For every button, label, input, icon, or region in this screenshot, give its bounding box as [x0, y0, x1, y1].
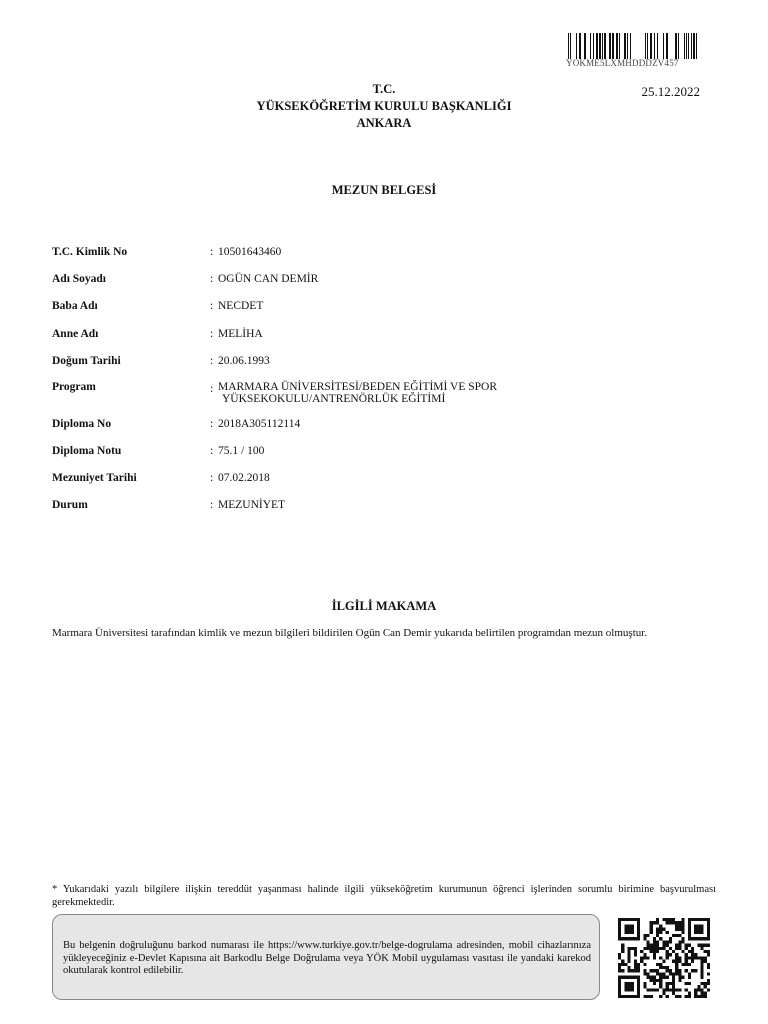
field-label: Baba Adı — [52, 300, 98, 312]
field-label: T.C. Kimlik No — [52, 246, 128, 258]
field-value-line2: YÜKSEKOKULU/ANTRENÖRLÜK EĞİTİMİ — [222, 393, 446, 405]
barcode-icon — [566, 33, 702, 59]
field-colon: : — [210, 300, 214, 312]
field-value: 10501643460 — [218, 246, 282, 258]
barcode — [566, 33, 702, 68]
field-label: Diploma No — [52, 418, 112, 430]
field-value: MEZUNİYET — [218, 499, 286, 511]
field-colon: : — [210, 499, 214, 511]
qr-code-icon — [618, 918, 710, 998]
document-date: 25.12.2022 — [641, 84, 700, 99]
field-value: MELİHA — [218, 328, 263, 340]
field-colon: : — [210, 273, 214, 285]
field-label: Mezuniyet Tarihi — [52, 472, 137, 484]
section-title: İLGİLİ MAKAMA — [331, 599, 437, 613]
field-value: NECDET — [218, 300, 264, 312]
field-value: 07.02.2018 — [218, 472, 270, 484]
body-text: Marmara Üniversitesi tarafından kimlik ve mezun bilgileri bildirilen Ogün Can Demir yukarıda belirtilen programdan mezun olmuştur. — [52, 627, 648, 639]
field-colon: : — [210, 383, 214, 395]
header-city: ANKARA — [356, 116, 412, 130]
field-colon: : — [210, 472, 214, 484]
footnote: * Yukarıdaki yazılı bilgilere ilişkin tereddüt yaşanması halinde ilgili yükseköğretim kurumunun öğrenci işlerinden sorumlu birimine başvurulması gerekmektedir. — [52, 884, 716, 908]
header-country: T.C. — [372, 82, 396, 96]
field-label: Anne Adı — [52, 328, 99, 340]
field-colon: : — [210, 355, 214, 367]
field-label: Adı Soyadı — [52, 273, 107, 285]
field-value: 2018A305112114 — [218, 418, 301, 430]
field-value — [218, 381, 698, 405]
field-label: Durum — [52, 499, 88, 511]
field-value: 75.1 / 100 — [218, 445, 265, 457]
verification-text: Bu belgenin doğruluğunu barkod numarası ile https://www.turkiye.gov.tr/belge-dogrulama adresinden, mobil cihazlarınıza yükleyeceğiniz e-Devlet Kapısına ait Barkodlu Belge Doğrulama veya YÖK Mobil uygulaması vasıtası ile yandaki karekod okutularak kontrol edilebilir. — [63, 940, 591, 976]
verification-box — [52, 914, 600, 1000]
document-title: MEZUN BELGESİ — [331, 183, 437, 197]
header-institution: YÜKSEKÖĞRETİM KURULU BAŞKANLIĞI — [256, 99, 512, 113]
field-label: Diploma Notu — [52, 445, 122, 457]
field-value-line1: MARMARA ÜNİVERSİTESİ/BEDEN EĞİTİMİ VE SPOR — [218, 381, 497, 393]
field-colon: : — [210, 328, 214, 340]
field-value: 20.06.1993 — [218, 355, 270, 367]
field-value: OGÜN CAN DEMİR — [218, 273, 319, 285]
field-colon: : — [210, 418, 214, 430]
field-label: Doğum Tarihi — [52, 355, 121, 367]
barcode-number: YOKME5LXMHDDDZV457 — [566, 58, 679, 68]
field-colon: : — [210, 445, 214, 457]
field-colon: : — [210, 246, 214, 258]
field-label: Program — [52, 381, 96, 393]
